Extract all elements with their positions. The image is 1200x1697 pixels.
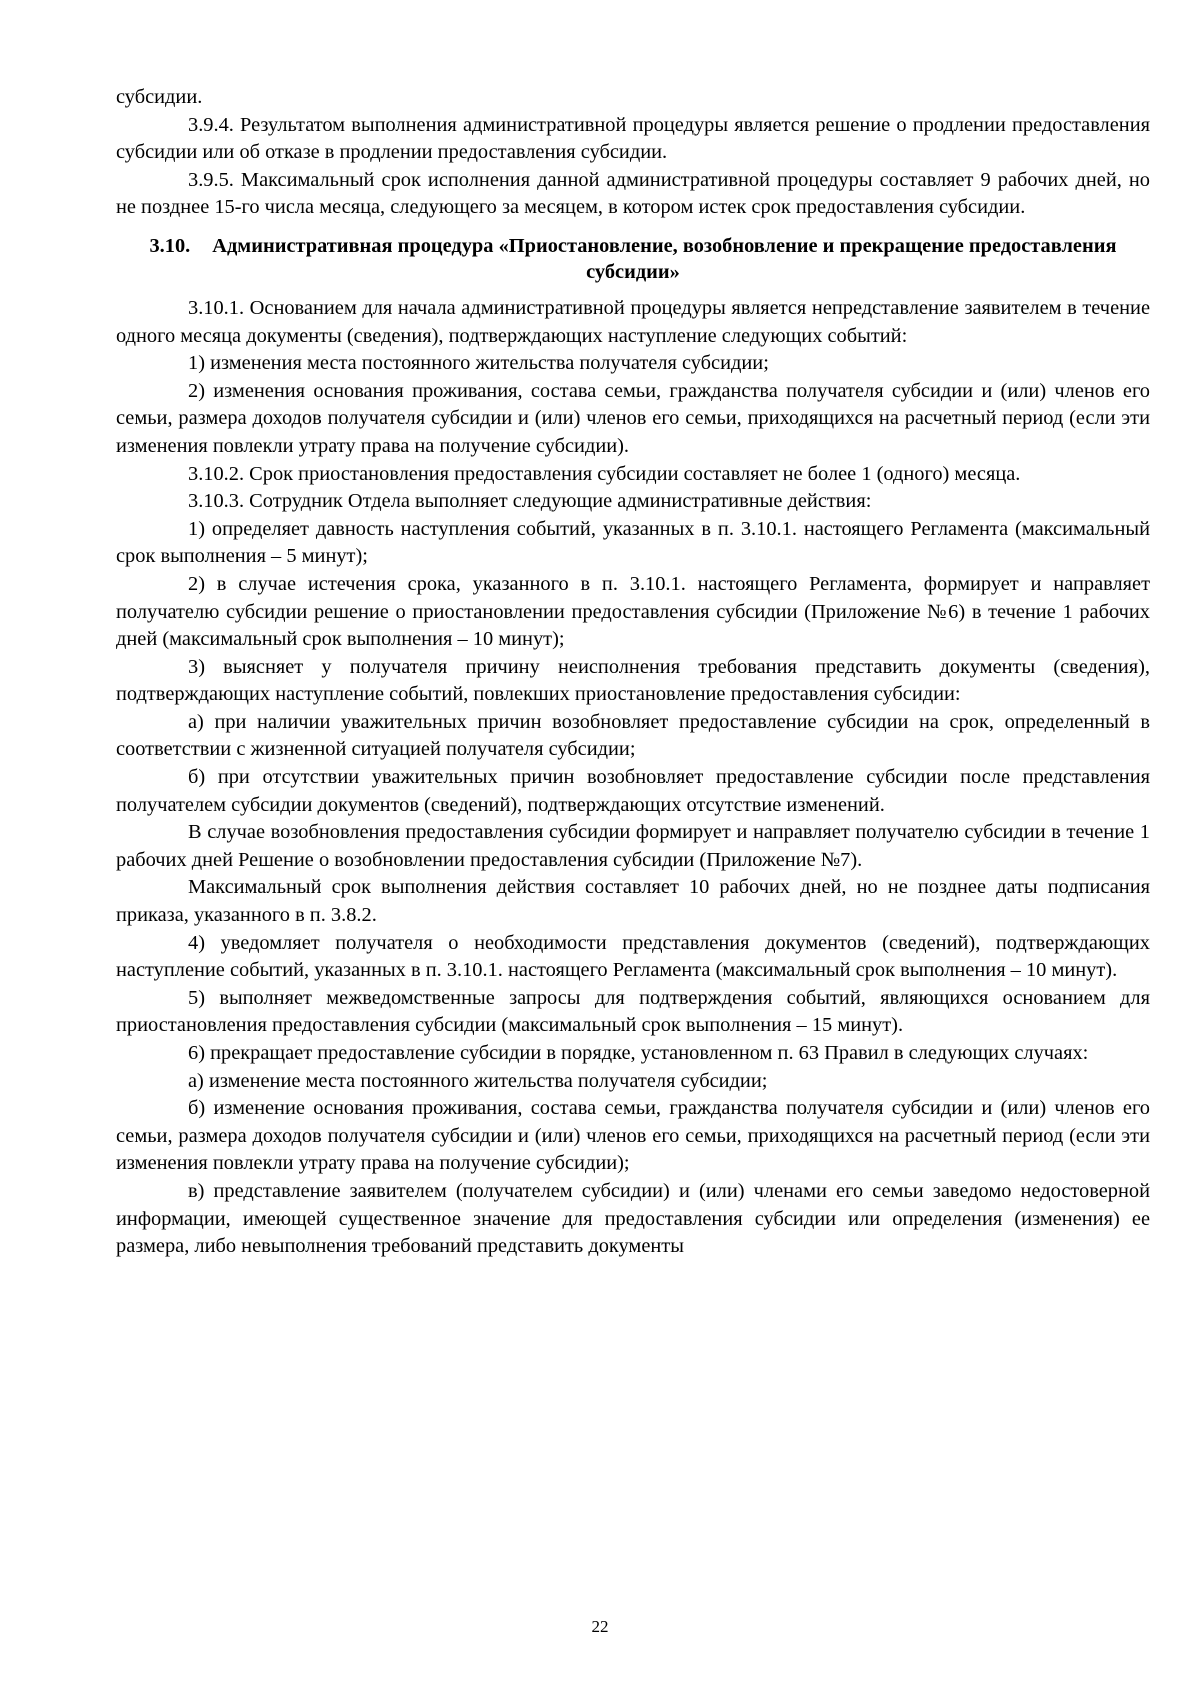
list-item: в) представление заявителем (получателем субсидии) и (или) членами его семьи заведомо недостоверной информации, имеющей существенное значение для предоставления субсидии или определения (изменения) ее размера, либо невыполнения требований представить документы	[116, 1179, 1150, 1258]
body-paragraph: В случае возобновления предоставления субсидии формирует и направляет получателю субсидии в течение 1 рабочих дней Решение о возобновлении предоставления субсидии (Приложение №7).	[116, 821, 1150, 871]
document-body	[116, 84, 1150, 1261]
list-item: а) изменение места постоянного жительства получателя субсидии;	[188, 1069, 768, 1092]
body-paragraph: Максимальный срок выполнения действия составляет 10 рабочих дней, но не позднее даты подписания приказа, указанного в п. 3.8.2.	[116, 876, 1150, 927]
list-item: 1) изменения места постоянного жительства получателя субсидии;	[188, 352, 769, 375]
list-item: 2) в случае истечения срока, указанного в п. 3.10.1. настоящего Регламента, формирует и направляет получателю субсидии решение о приостановлении предоставления субсидии (Приложение №6) в течение 1 рабочих дней (максимальный срок выполнения – 10 минут);	[116, 572, 1150, 651]
list-item: б) при отсутствии уважительных причин возобновляет предоставление субсидии после представления получателем субсидии документов (сведений), подтверждающих отсутствие изменений.	[116, 766, 1150, 816]
paragraph-3-10-2: 3.10.2. Срок приостановления предоставления субсидии составляет не более 1 (одного) месяца.	[188, 462, 1021, 485]
list-item: 5) выполняет межведомственные запросы для подтверждения событий, являющихся основанием для приостановления предоставления субсидии (максимальный срок выполнения – 15 минут).	[116, 986, 1150, 1037]
section-title: Административная процедура «Приостановление, возобновление и прекращение предоставления субсидии»	[212, 234, 1117, 283]
paragraph-3-10-3: 3.10.3. Сотрудник Отдела выполняет следующие административные действия:	[188, 490, 872, 513]
list-item: 6) прекращает предоставление субсидии в порядке, установленном п. 63 Правил в следующих случаях:	[188, 1042, 1089, 1064]
list-item: б) изменение основания проживания, состава семьи, гражданства получателя субсидии и (или) членов его семьи, размера доходов получателя субсидии и (или) членов его семьи, приходящихся на расчетный период (если эти изменения повлекли утрату права на получение субсидии);	[116, 1097, 1150, 1175]
list-item: 2) изменения основания проживания, состава семьи, гражданства получателя субсидии и (или) членов его семьи, размера доходов получателя субсидии и (или) членов его семьи, приходящихся на расчетный период (если эти изменения повлекли утрату права на получение субсидии).	[116, 379, 1150, 457]
continued-text: субсидии.	[116, 86, 203, 108]
page-number: 22	[591, 1617, 609, 1636]
paragraph-3-9-4: 3.9.4. Результатом выполнения административной процедуры является решение о продлении предоставления субсидии или об отказе в продлении предоставления субсидии.	[116, 113, 1150, 164]
list-item: 1) определяет давность наступления событий, указанных в п. 3.10.1. настоящего Регламента (максимальный срок выполнения – 5 минут);	[116, 517, 1150, 568]
section-number: 3.10.	[149, 234, 191, 257]
paragraph-3-9-5: 3.9.5. Максимальный срок исполнения данной административной процедуры составляет 9 рабочих дней, но не позднее 15-го числа месяца, следующего за месяцем, в котором истек срок предоставления субсидии.	[116, 168, 1150, 219]
paragraph-3-10-1: 3.10.1. Основанием для начала административной процедуры является непредставление заявителем в течение одного месяца документы (сведения), подтверждающих наступление следующих событий:	[116, 296, 1150, 347]
list-item: а) при наличии уважительных причин возобновляет предоставление субсидии на срок, определенный в соответствии с жизненной ситуацией получателя субсидии;	[116, 710, 1150, 761]
list-item: 3) выясняет у получателя причину неисполнения требования представить документы (сведения), подтверждающих наступление событий, повлекших приостановление предоставления субсидии:	[116, 655, 1150, 706]
section-heading	[116, 233, 1150, 285]
list-item: 4) уведомляет получателя о необходимости представления документов (сведений), подтверждающих наступление событий, указанных в п. 3.10.1. настоящего Регламента (максимальный срок выполнения – 10 минут).	[116, 931, 1150, 982]
